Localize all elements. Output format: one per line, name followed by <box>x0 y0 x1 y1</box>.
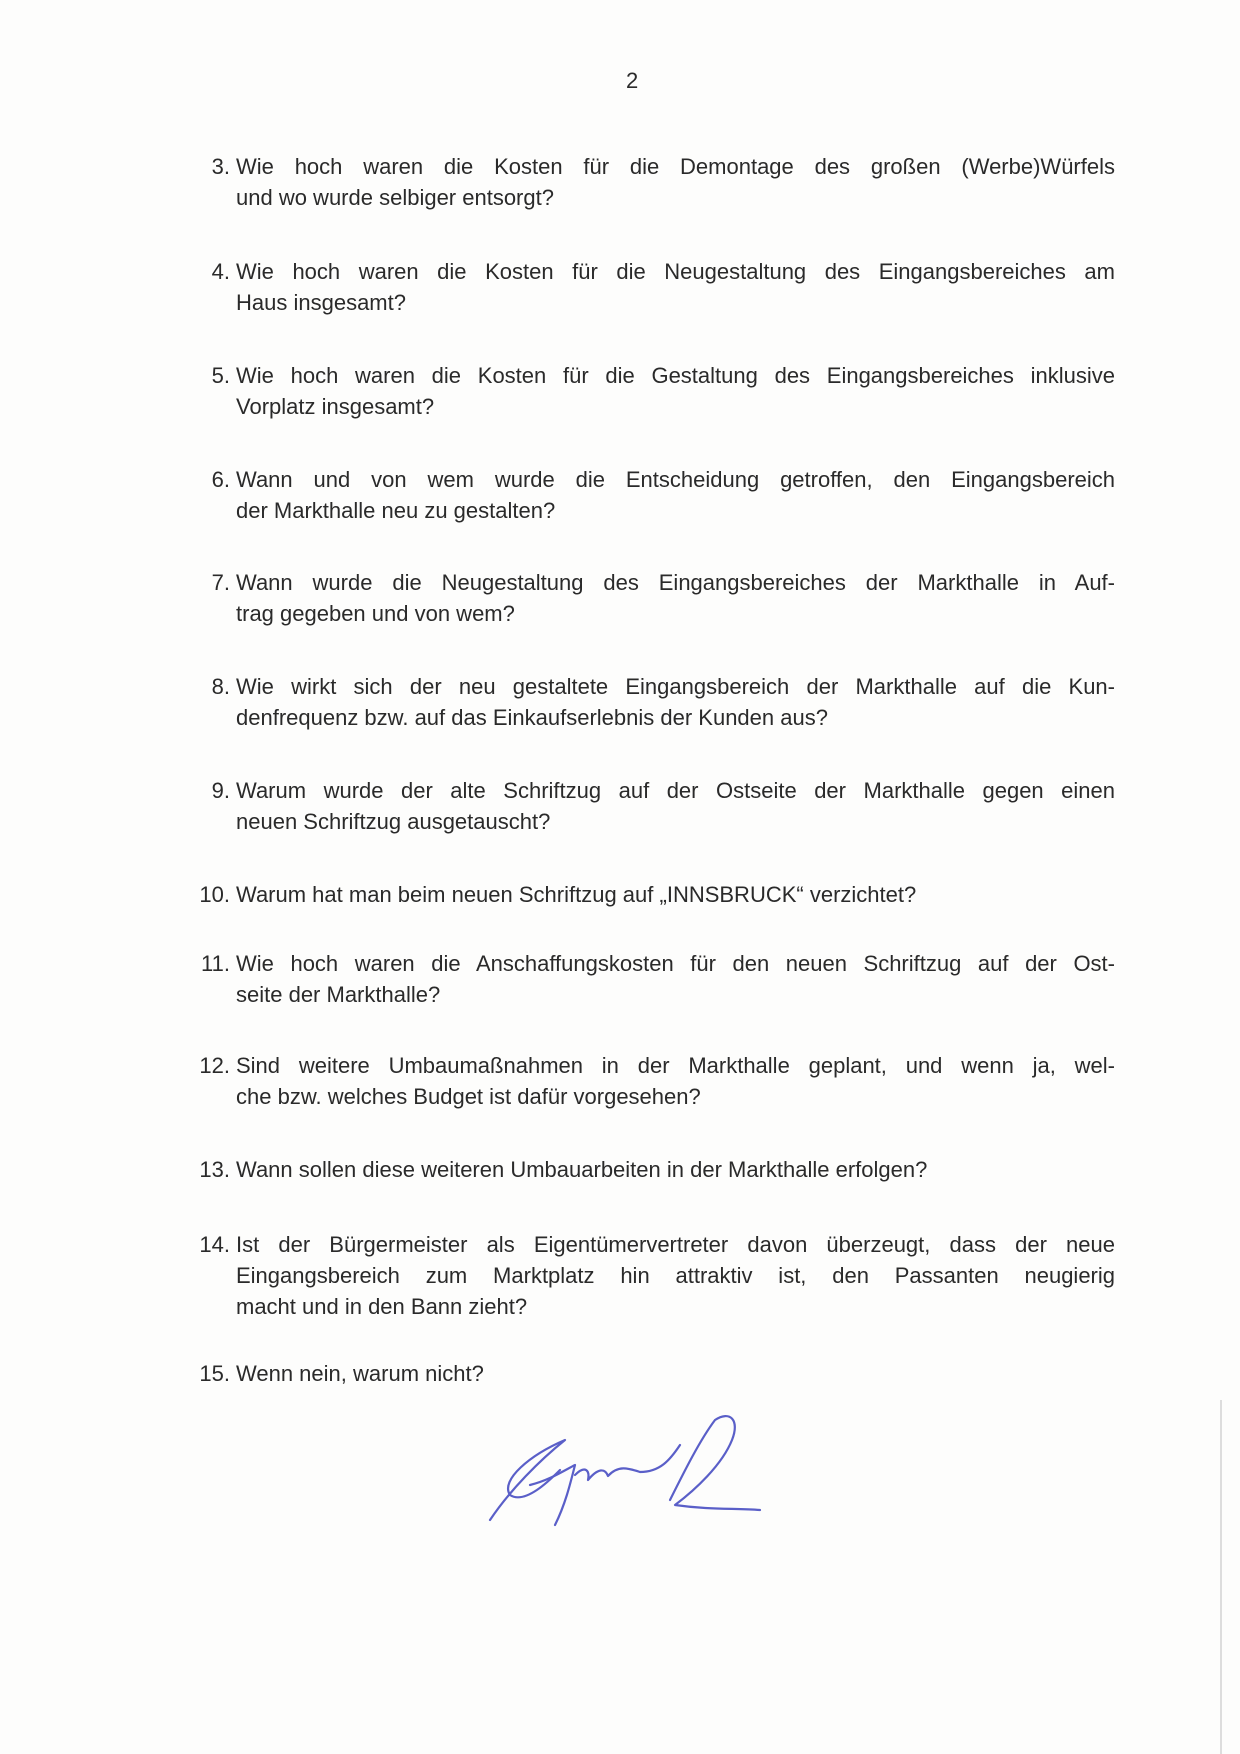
question-text <box>236 879 1115 910</box>
question-line: neuen Schriftzug ausgetauscht? <box>236 809 551 834</box>
question-item <box>180 1154 1115 1185</box>
question-item <box>180 1050 1115 1112</box>
question-item <box>180 671 1115 733</box>
question-text <box>236 775 1115 837</box>
question-line: trag gegeben und von wem? <box>236 601 515 626</box>
question-line: Wie wirkt sich der neu gestaltete Eingangsbereich der Markthalle auf die Kun- <box>236 674 1115 699</box>
question-text <box>236 1154 1115 1185</box>
question-line: che bzw. welches Budget ist dafür vorgesehen? <box>236 1084 701 1109</box>
question-item <box>180 1229 1115 1322</box>
page-number: 2 <box>626 68 639 93</box>
question-line: Wenn nein, warum nicht? <box>236 1361 484 1386</box>
question-text <box>236 671 1115 733</box>
question-item <box>180 567 1115 629</box>
question-line: Wann und von wem wurde die Entscheidung getroffen, den Eingangsbereich <box>236 467 1115 492</box>
question-number: 15. <box>199 1361 230 1386</box>
question-text <box>236 1229 1115 1322</box>
question-line: der Markthalle neu zu gestalten? <box>236 498 556 523</box>
question-text <box>236 1358 1115 1389</box>
question-number: 10. <box>199 882 230 907</box>
question-item <box>180 1358 1115 1389</box>
question-line: macht und in den Bann zieht? <box>236 1294 528 1319</box>
question-line: Warum wurde der alte Schriftzug auf der Ostseite der Markthalle gegen einen <box>236 778 1115 803</box>
question-item <box>180 879 1115 910</box>
question-number: 8. <box>211 674 230 699</box>
question-number: 3. <box>211 154 230 179</box>
question-text <box>236 948 1115 1010</box>
question-item <box>180 948 1115 1010</box>
question-item <box>180 360 1115 422</box>
question-line: Wie hoch waren die Kosten für die Neugestaltung des Eingangsbereiches am <box>236 259 1115 284</box>
question-text <box>236 1050 1115 1112</box>
question-line: seite der Markthalle? <box>236 982 441 1007</box>
question-line: und wo wurde selbiger entsorgt? <box>236 185 554 210</box>
question-item <box>180 464 1115 526</box>
question-number: 9. <box>211 778 230 803</box>
question-line: Vorplatz insgesamt? <box>236 394 435 419</box>
question-number: 11. <box>201 951 230 976</box>
question-line: Ist der Bürgermeister als Eigentümervertreter davon überzeugt, dass der neue <box>236 1232 1115 1257</box>
question-text <box>236 360 1115 422</box>
question-item <box>180 151 1115 213</box>
question-number: 13. <box>199 1157 230 1182</box>
question-line: Wie hoch waren die Anschaffungskosten für den neuen Schriftzug auf der Ost- <box>236 951 1115 976</box>
question-line: Warum hat man beim neuen Schriftzug auf „INNSBRUCK“ verzichtet? <box>236 882 917 907</box>
question-number: 5. <box>211 363 230 388</box>
scan-edge <box>1220 1400 1222 1754</box>
question-item <box>180 775 1115 837</box>
handwritten-signature <box>470 1410 790 1540</box>
question-line: Sind weitere Umbaumaßnahmen in der Markthalle geplant, und wenn ja, wel- <box>236 1053 1115 1078</box>
question-number: 12. <box>199 1053 230 1078</box>
question-text <box>236 464 1115 526</box>
question-line: Eingangsbereich zum Marktplatz hin attraktiv ist, den Passanten neugierig <box>236 1263 1115 1288</box>
question-line: Wie hoch waren die Kosten für die Gestaltung des Eingangsbereiches inklusive <box>236 363 1115 388</box>
question-text <box>236 151 1115 213</box>
question-line: Haus insgesamt? <box>236 290 406 315</box>
question-item <box>180 256 1115 318</box>
question-number: 7. <box>211 570 230 595</box>
question-line: Wie hoch waren die Kosten für die Demontage des großen (Werbe)Würfels <box>236 154 1115 179</box>
question-line: Wann wurde die Neugestaltung des Eingangsbereiches der Markthalle in Auf- <box>236 570 1115 595</box>
question-text <box>236 256 1115 318</box>
question-number: 4. <box>211 259 230 284</box>
question-number: 14. <box>199 1232 230 1257</box>
question-line: denfrequenz bzw. auf das Einkaufserlebnis der Kunden aus? <box>236 705 828 730</box>
question-number: 6. <box>211 467 230 492</box>
question-line: Wann sollen diese weiteren Umbauarbeiten in der Markthalle erfolgen? <box>236 1157 928 1182</box>
question-text <box>236 567 1115 629</box>
